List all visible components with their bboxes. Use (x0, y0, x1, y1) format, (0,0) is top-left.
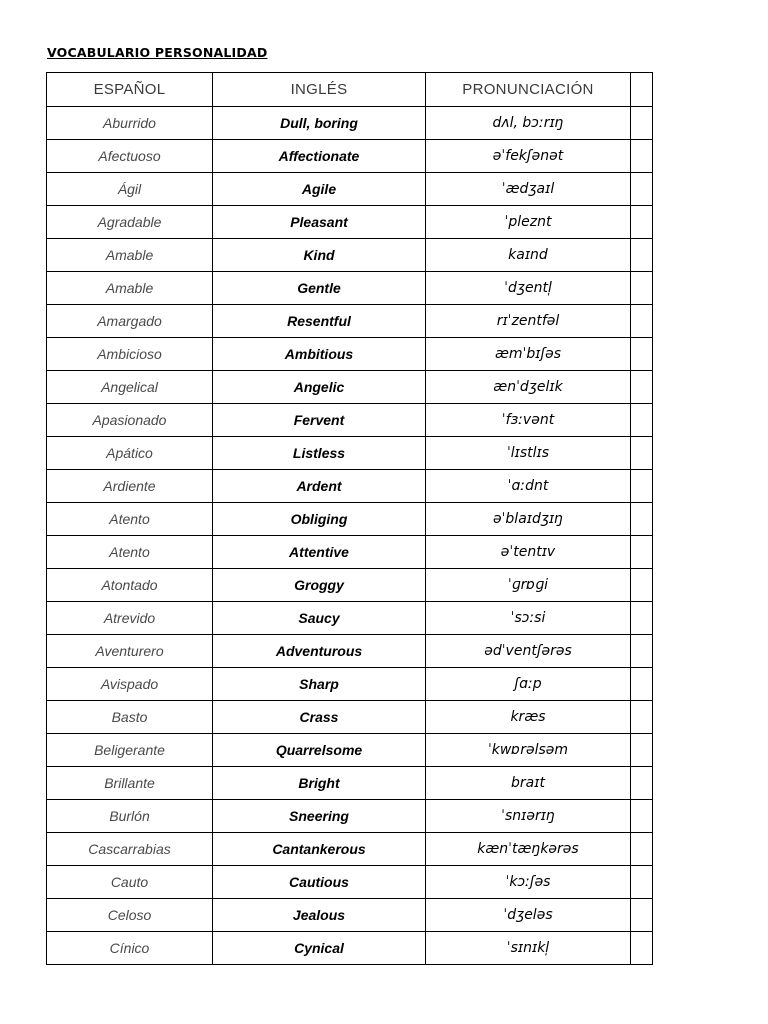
english-word-cell: Listless (213, 437, 426, 470)
vocabulary-table (46, 72, 653, 965)
table-row (47, 437, 653, 470)
spanish-word-cell: Amable (47, 272, 213, 305)
table-row (47, 833, 653, 866)
table-row (47, 173, 653, 206)
pronunciation-cell: əˈtentɪv (426, 536, 631, 569)
table-row (47, 668, 653, 701)
spanish-word-cell: Ambicioso (47, 338, 213, 371)
spanish-word-cell: Amable (47, 239, 213, 272)
pronunciation-cell: ˈpleznt (426, 206, 631, 239)
empty-cell (631, 602, 653, 635)
english-word-cell: Kind (213, 239, 426, 272)
header-espanol: ESPAÑOL (47, 73, 213, 107)
spanish-word-cell: Atento (47, 536, 213, 569)
english-word-cell: Adventurous (213, 635, 426, 668)
pronunciation-cell: ˈsɪnɪkl̩ (426, 932, 631, 965)
pronunciation-cell: ʃɑːp (426, 668, 631, 701)
english-word-cell: Bright (213, 767, 426, 800)
pronunciation-cell: kræs (426, 701, 631, 734)
empty-cell (631, 833, 653, 866)
english-word-cell: Dull, boring (213, 107, 426, 140)
spanish-word-cell: Cínico (47, 932, 213, 965)
empty-cell (631, 305, 653, 338)
table-row (47, 866, 653, 899)
english-word-cell: Ardent (213, 470, 426, 503)
spanish-word-cell: Amargado (47, 305, 213, 338)
pronunciation-cell: ˈædʒaɪl (426, 173, 631, 206)
english-word-cell: Quarrelsome (213, 734, 426, 767)
table-row (47, 767, 653, 800)
empty-cell (631, 404, 653, 437)
header-empty (631, 73, 653, 107)
english-word-cell: Jealous (213, 899, 426, 932)
spanish-word-cell: Apático (47, 437, 213, 470)
table-header-row (47, 73, 653, 107)
spanish-word-cell: Agradable (47, 206, 213, 239)
english-word-cell: Ambitious (213, 338, 426, 371)
table-row (47, 701, 653, 734)
english-word-cell: Pleasant (213, 206, 426, 239)
spanish-word-cell: Apasionado (47, 404, 213, 437)
english-word-cell: Fervent (213, 404, 426, 437)
pronunciation-cell: ˈkɔːʃəs (426, 866, 631, 899)
spanish-word-cell: Basto (47, 701, 213, 734)
spanish-word-cell: Burlón (47, 800, 213, 833)
empty-cell (631, 107, 653, 140)
pronunciation-cell: ˈfɜːvənt (426, 404, 631, 437)
table-row (47, 635, 653, 668)
table-row (47, 503, 653, 536)
english-word-cell: Affectionate (213, 140, 426, 173)
pronunciation-cell: ˈɑːdnt (426, 470, 631, 503)
table-row (47, 107, 653, 140)
pronunciation-cell: ˈsnɪərɪŋ (426, 800, 631, 833)
spanish-word-cell: Celoso (47, 899, 213, 932)
pronunciation-cell: əˈfekʃənət (426, 140, 631, 173)
english-word-cell: Sharp (213, 668, 426, 701)
table-row (47, 470, 653, 503)
empty-cell (631, 503, 653, 536)
table-row (47, 536, 653, 569)
spanish-word-cell: Ágil (47, 173, 213, 206)
pronunciation-cell: braɪt (426, 767, 631, 800)
pronunciation-cell: ˈɡrɒɡi (426, 569, 631, 602)
table-row (47, 734, 653, 767)
spanish-word-cell: Brillante (47, 767, 213, 800)
table-row (47, 800, 653, 833)
empty-cell (631, 701, 653, 734)
pronunciation-cell: ədˈventʃərəs (426, 635, 631, 668)
spanish-word-cell: Afectuoso (47, 140, 213, 173)
pronunciation-cell: dʌl, bɔːrɪŋ (426, 107, 631, 140)
pronunciation-cell: kænˈtæŋkərəs (426, 833, 631, 866)
empty-cell (631, 239, 653, 272)
empty-cell (631, 437, 653, 470)
empty-cell (631, 932, 653, 965)
header-ingles: INGLÉS (213, 73, 426, 107)
table-row (47, 404, 653, 437)
pronunciation-cell: ˈkwɒrəlsəm (426, 734, 631, 767)
english-word-cell: Groggy (213, 569, 426, 602)
empty-cell (631, 899, 653, 932)
document-title: VOCABULARIO PERSONALIDAD (47, 45, 268, 60)
empty-cell (631, 734, 653, 767)
table-row (47, 338, 653, 371)
pronunciation-cell: ˈsɔːsi (426, 602, 631, 635)
pronunciation-cell: rɪˈzentfəl (426, 305, 631, 338)
empty-cell (631, 800, 653, 833)
pronunciation-cell: əˈblaɪdʒɪŋ (426, 503, 631, 536)
spanish-word-cell: Aventurero (47, 635, 213, 668)
english-word-cell: Cautious (213, 866, 426, 899)
empty-cell (631, 206, 653, 239)
spanish-word-cell: Atento (47, 503, 213, 536)
spanish-word-cell: Beligerante (47, 734, 213, 767)
pronunciation-cell: æmˈbɪʃəs (426, 338, 631, 371)
table-row (47, 140, 653, 173)
empty-cell (631, 338, 653, 371)
english-word-cell: Crass (213, 701, 426, 734)
table-row (47, 305, 653, 338)
english-word-cell: Agile (213, 173, 426, 206)
table-row (47, 602, 653, 635)
header-pronunciacion: PRONUNCIACIÓN (426, 73, 631, 107)
table-body (47, 107, 653, 965)
empty-cell (631, 470, 653, 503)
table-row (47, 371, 653, 404)
english-word-cell: Obliging (213, 503, 426, 536)
table-row (47, 899, 653, 932)
pronunciation-cell: ˈdʒentl̩ (426, 272, 631, 305)
spanish-word-cell: Avispado (47, 668, 213, 701)
pronunciation-cell: ˈlɪstlɪs (426, 437, 631, 470)
spanish-word-cell: Angelical (47, 371, 213, 404)
empty-cell (631, 536, 653, 569)
pronunciation-cell: ˈdʒeləs (426, 899, 631, 932)
table-row (47, 932, 653, 965)
pronunciation-cell: kaɪnd (426, 239, 631, 272)
empty-cell (631, 140, 653, 173)
table-row (47, 206, 653, 239)
english-word-cell: Cantankerous (213, 833, 426, 866)
empty-cell (631, 569, 653, 602)
english-word-cell: Angelic (213, 371, 426, 404)
english-word-cell: Saucy (213, 602, 426, 635)
empty-cell (631, 668, 653, 701)
english-word-cell: Attentive (213, 536, 426, 569)
spanish-word-cell: Cascarrabias (47, 833, 213, 866)
english-word-cell: Gentle (213, 272, 426, 305)
english-word-cell: Sneering (213, 800, 426, 833)
empty-cell (631, 866, 653, 899)
table-row (47, 239, 653, 272)
table-row (47, 569, 653, 602)
spanish-word-cell: Atrevido (47, 602, 213, 635)
table-row (47, 272, 653, 305)
spanish-word-cell: Atontado (47, 569, 213, 602)
empty-cell (631, 635, 653, 668)
english-word-cell: Cynical (213, 932, 426, 965)
spanish-word-cell: Aburrido (47, 107, 213, 140)
spanish-word-cell: Ardiente (47, 470, 213, 503)
pronunciation-cell: ænˈdʒelɪk (426, 371, 631, 404)
empty-cell (631, 173, 653, 206)
spanish-word-cell: Cauto (47, 866, 213, 899)
english-word-cell: Resentful (213, 305, 426, 338)
empty-cell (631, 272, 653, 305)
empty-cell (631, 767, 653, 800)
empty-cell (631, 371, 653, 404)
